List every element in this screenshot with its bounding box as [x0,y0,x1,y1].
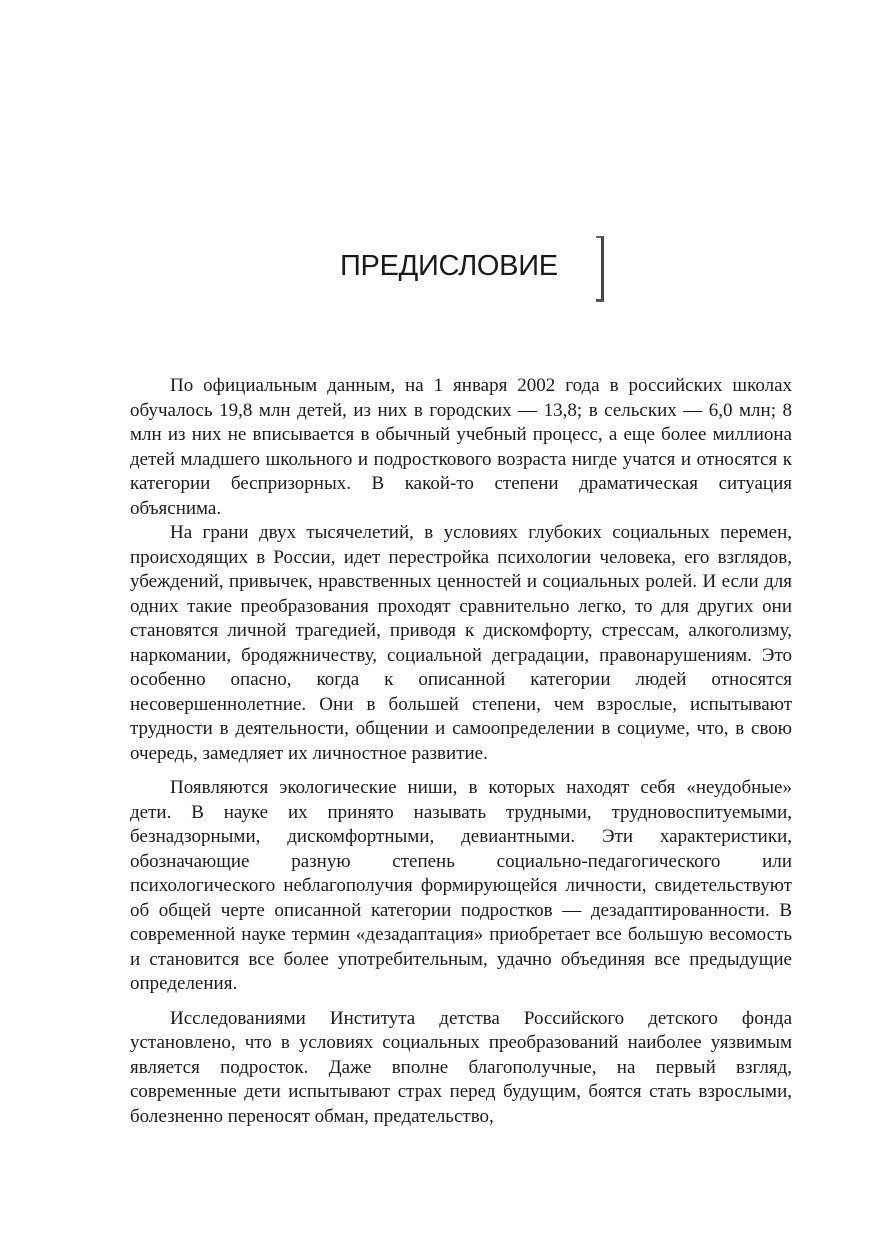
paragraph-4: Исследованиями Института детства Российского детского фонда установлено, что в условиях социальных преобразований наиболее уязвимым является подросток. Даже вполне благополучные, на первый взгляд, современные дети испытывают страх перед будущим, боятся стать взрослыми, болезненно переносят обман, предательство, [130,1007,792,1127]
paragraph-1: По официальным данным, на 1 января 2002 года в российских школах обучалось 19,8 млн детей, из них в городских — 13,8; в сельских — 6,0 млн; 8 млн из них не вписывается в обычный учебный процесс, а еще более миллиона детей младшего школьного и подросткового возраста нигде учатся и относятся к категории беспризорных. В какой-то степени драматическая ситуация объяснима. [130,375,792,519]
chapter-title: ПРЕДИСЛОВИЕ [340,250,558,282]
heading-bracket-decoration [596,236,604,302]
chapter-heading [328,236,604,302]
body-text [130,374,792,1129]
paragraph-3: Появляются экологические ниши, в которых находят себя «неудобные» дети. В науке их принято называть трудными, трудновоспитуемыми, безнадзорными, дискомфортными, девиантными. Эти характеристики, обозначающие разную степень социально-педагогического или психологического неблагополучия формирующейся личности, свидетельствуют об общей черте описанной категории подростков — дезадаптированности. В современной науке термин «дезадаптация» приобретает все большую весомость и становится все более употребительным, удачно объединяя все предыдущие определения. [130,777,792,994]
paragraph-2: На грани двух тысячелетий, в условиях глубоких социальных перемен, происходящих в России, идет перестройка психологии человека, его взглядов, убеждений, привычек, нравственных ценностей и социальных ролей. И если для одних такие преобразования проходят сравнительно легко, то для других они становятся личной трагедией, приводя к дискомфорту, стрессам, алкоголизму, наркомании, бродяжничеству, социальной деградации, правонарушениям. Это особенно опасно, когда к описанной категории людей относятся несовершеннолетние. Они в большей степени, чем взрослые, испытывают трудности в деятельности, общении и самоопределении в социуме, что, в свою очередь, замедляет их личностное развитие. [130,522,792,764]
